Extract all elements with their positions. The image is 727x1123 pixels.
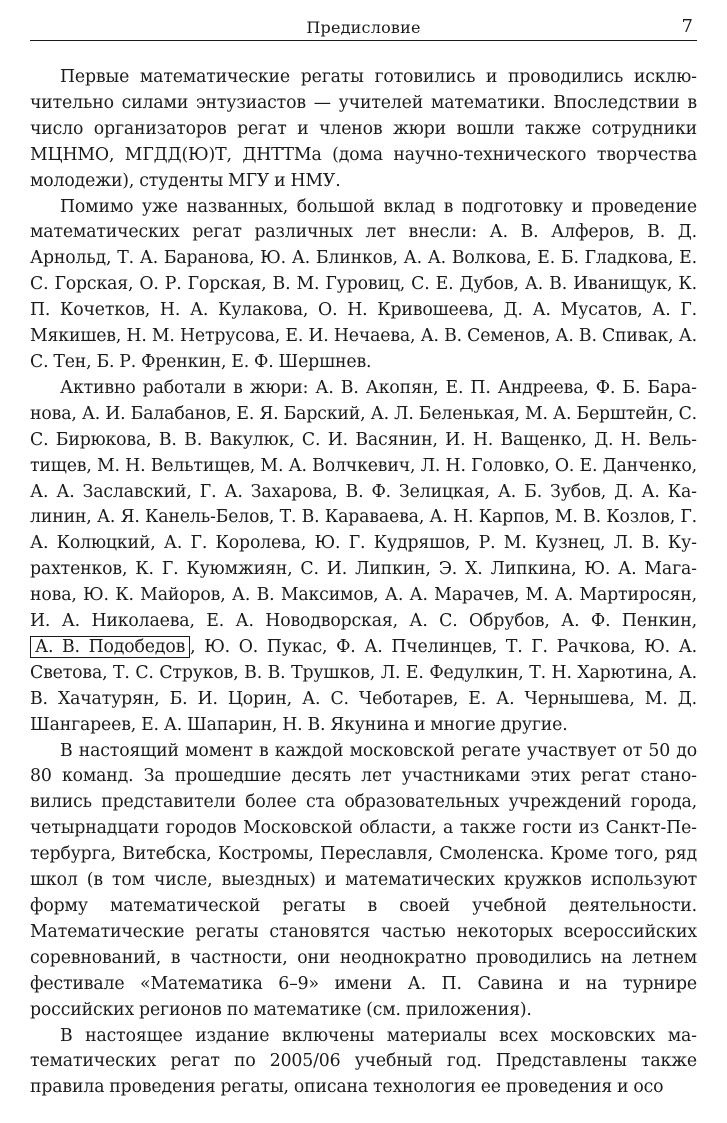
paragraph-3 bbox=[30, 376, 697, 739]
paragraph-3-end: , Ю. О. Пукас, Ф. А. Пчелинцев, Т. Г. Рачкова, Ю. А. Светова, Т. С. Струков, В. В. Трушков, Л. Е. Федулкин, Т. Н. Харютина, А. В. Хачатурян, Б. И. Цорин, А. С. Чеботарев, Е. А. Чернышева, М. Д. Шангареев, Е. А. Шапарин, Н. В. Якунина и многие другие. bbox=[30, 636, 697, 735]
running-header bbox=[30, 0, 697, 41]
paragraph-4: В настоящий момент в каждой московской регате участвует от 50 до 80 команд. За прошедшие десять лет участниками этих регат становились представители более ста образовательных учреждений города, четырнадцати городов Московской области, а также гости из Санкт-Петербурга, Витебска, Костромы, Переславля, Смоленска. Кроме того, ряд школ (в том числе, выездных) и математических кружков используют форму математической регаты в своей учебной деятельности. Математические регаты становятся частью некоторых всероссийских соревнований, в частности, они неоднократно проводились на летнем фестивале «Математика 6–9» имени А. П. Савина и на турнире российских регионов по математике (см. приложения). bbox=[30, 740, 697, 1020]
body-text bbox=[30, 65, 697, 1101]
paragraph-3-start: Активно работали в жюри: А. В. Акопян, Е. П. Андреева, Ф. Б. Баранова, А. И. Балабанов, Е. Я. Барский, А. Л. Беленькая, М. А. Берштейн, С. С. Бирюкова, В. В. Вакулюк, С. И. Васянин, И. Н. Ващенко, Д. Н. Вельтищев, М. Н. Вельтищев, М. А. Волчкевич, Л. Н. Головко, О. Е. Данченко, А. А. Заславский, Г. А. Захарова, В. Ф. Зелицкая, А. Б. Зубов, Д. А. Калинин, А. Я. Канель-Белов, Т. В. Караваева, А. Н. Карпов, М. В. Козлов, Г. А. Колюцкий, А. Г. Королева, Ю. Г. Кудряшов, Р. М. Кузнец, Л. В. Курахтенков, К. Г. Куюмжиян, С. И. Липкин, Э. Х. Липкина, Ю. А. Маганова, Ю. К. Майоров, А. В. Максимов, А. А. Марачев, М. А. Мартиросян, И. А. Николаева, Е. А. Новодворская, А. С. Обрубов, А. Ф. Пенкин, bbox=[30, 377, 697, 632]
page-number: 7 bbox=[681, 16, 693, 37]
boxed-name: А. В. Подобедов bbox=[30, 636, 190, 658]
paragraph-1: Первые математические регаты готовились и проводились исключительно силами энтузиастов — учителей математики. Впоследствии в число организаторов регат и членов жюри вошли также сотрудники МЦНМО, МГДД(Ю)Т, ДНТТМа (дома научно-технического творчества молодежи), студенты МГУ и НМУ. bbox=[30, 67, 697, 191]
section-title: Предисловие bbox=[306, 18, 421, 37]
paragraph-5: В настоящее издание включены материалы всех московских математических регат по 2005/06 учебный год. Представлены также правила проведения регаты, описана технология ее проведения и осо bbox=[30, 1025, 697, 1098]
paragraph-2: Помимо уже названных, большой вклад в подготовку и проведение математических регат различных лет внесли: А. В. Алферов, В. Д. Арнольд, Т. А. Баранова, Ю. А. Блинков, А. А. Волкова, Е. Б. Гладкова, Е. С. Горская, О. Р. Горская, В. М. Гуровиц, С. Е. Дубов, А. В. Иванищук, К. П. Кочетков, Н. А. Кулакова, О. Н. Кривошеева, Д. А. Мусатов, А. Г. Мякишев, Н. М. Нетрусова, Е. И. Нечаева, А. В. Семенов, А. В. Спивак, А. С. Тен, Б. Р. Френкин, Е. Ф. Шершнев. bbox=[30, 196, 697, 372]
